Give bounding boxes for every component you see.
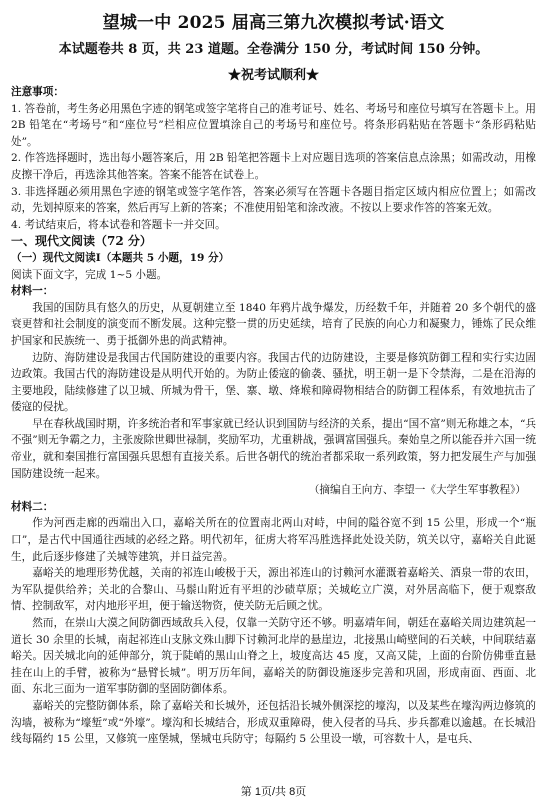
section-heading: 一、现代文阅读（72 分） <box>11 234 152 249</box>
exam-title: 望城一中 2025 届高三第九次模拟考试·语文 <box>102 13 445 33</box>
material2-paragraph: 嘉峪关的地理形势优越，关南的祁连山峻极于天，源出祁连山的讨赖河水灌溉着嘉峪关、酒泉一带的农田，为军队提供给养；关北的合黎山、马鬃山附近有平坦的沙碛草原；关城屹立广漠，对外居高临下，便于观察敌情、控制敌军，对内地形平坦，便于输送物资，使关防无后顾之忧。 <box>11 567 536 613</box>
material1-paragraph: 边防、海防建设是我国古代国防建设的重要内容。我国古代的边防建设，主要是修筑防御工程和实行实边固边政策。我国古代的海防建设是从明代开始的。为防止倭寇的偷袭、骚扰，明王朝一是下令禁海，二是在沿海的主要地段，陆续修建了以卫城、所城为骨干，堡、寨、墩、烽堠和障碍物相结合的防御工程体系，有效地抗击了倭寇的侵扰。 <box>11 351 536 414</box>
note-item-2: 2. 作答选择题时，选出每小题答案后，用 2B 铅笔把答题卡上对应题目选项的答案信息点涂黑；如需改动，用橡皮擦干净后，再选涂其他答案。答案不能答在试卷上。 <box>11 152 536 181</box>
good-luck-line: ★祝考试顺利★ <box>227 68 319 83</box>
page-number: 第 1页/共 8页 <box>240 786 307 798</box>
material2-paragraph: 作为河西走廊的西端出入口，嘉峪关所在的位置南北两山对峙，中间的隘谷宽不到 15 公里，形成一个“瓶口”，是古代中国通往西域的必经之路。明代初年，征虏大将军冯胜选择此处设关防，筑关以守，嘉峪关自此诞生，此后逐步修建了关城等建筑，并日益完善。 <box>11 517 536 563</box>
note-item-1: 1. 答卷前，考生务必用黑色字迹的钢笔或签字笔将自己的准考证号、姓名、考场号和座位号填写在答题卡上。用 2B 铅笔在“考场号”和“座位号”栏相应位置填涂自己的考场号和座位号。将条形码粘贴在答题卡“条形码粘贴处”。 <box>11 102 536 148</box>
note-item-4: 4. 考试结束后，将本试卷和答题卡一并交回。 <box>11 218 226 231</box>
material1-paragraph: 早在春秋战国时期，许多统治者和军事家就已经认识到国防与经济的关系，提出“国不富”则无称雄之本，“兵不强”则无争霸之力，主张废除世卿世禄制，奖励军功，尤重耕战，强调富国强兵。秦始皇之所以能吞并六国一统帝业，就和秦国推行富国强兵思想有直接关系。后世各朝代的统治者都采取一系列政策，努力把发展生产与加强国防建设统一起来。 <box>11 417 536 480</box>
exam-subtitle: 本试题卷共 8 页，共 23 道题。全卷满分 150 分，考试时间 150 分钟。 <box>58 42 489 57</box>
reading-instruction: 阅读下面文字，完成 1~5 小题。 <box>11 268 168 281</box>
note-item-3: 3. 非选择题必须用黑色字迹的钢笔或签字笔作答，答案必须写在答题卡各题目指定区域内相应位置上；如需改动，先划掉原来的答案，然后再写上新的答案；不准使用铅笔和涂改液。不按以上要求作答的答案无效。 <box>11 185 536 215</box>
material1-paragraph: 我国的国防具有悠久的历史，从夏朝建立至 1840 年鸦片战争爆发，历经数千年，并随着 20 多个朝代的盛衰更替和社会制度的演变而不断发展。这种完整一贯的历史延续，培育了民族的向心力和凝聚力，锤炼了民众维护国家和民族统一、勇于抵御外患的尚武精神。 <box>11 301 536 347</box>
exam-content <box>11 84 536 748</box>
material1-citation: （摘编自王向方、李望一《大学生军事教程》） <box>308 484 526 497</box>
material2-label: 材料二： <box>11 500 54 513</box>
notes-heading: 注意事项： <box>11 86 64 98</box>
sub-section-heading: （一）现代文阅读Ⅰ（本题共 5 小题，19 分） <box>11 251 230 264</box>
material1-label: 材料一： <box>11 285 54 298</box>
material2-paragraph: 嘉峪关的完整防御体系，除了嘉峪关和长城外，还包括沿长城外侧深挖的壕沟，以及某些在壕沟两边修筑的沟墙，被称为“壕堑”或“外壕”。壕沟和长城结合，形成双重障碍，使入侵者的马兵、步兵都难以逾越。在长城沿线每隔约 15 公里，又修筑一座堡城，堡城屯兵防守；每隔约 5 公里设一墩，可容数十人，是屯兵、 <box>11 699 536 746</box>
material2-paragraph: 然而，在崇山大漠之间防御西域敌兵入侵，仅靠一关防守还不够。明嘉靖年间，朝廷在嘉峪关周边建筑起一道长 30 余里的长城，南起祁连山支脉文殊山脚下讨赖河北岸的悬崖边，北接黑山崎壁间的石关峡，中间联结嘉峪关。因关城北向的延伸部分，筑于陡峭的黑山山脊之上，坡度高达 45 度，又高又陡，上面的台阶仿佛垂直悬挂在山上的手臂，被称为“悬臂长城”。明万历年间，嘉峪关的防御设施逐步完善和巩固，形成南面、西面、北面、东北三面为一道军事防御的坚固防御体系。 <box>11 617 536 696</box>
